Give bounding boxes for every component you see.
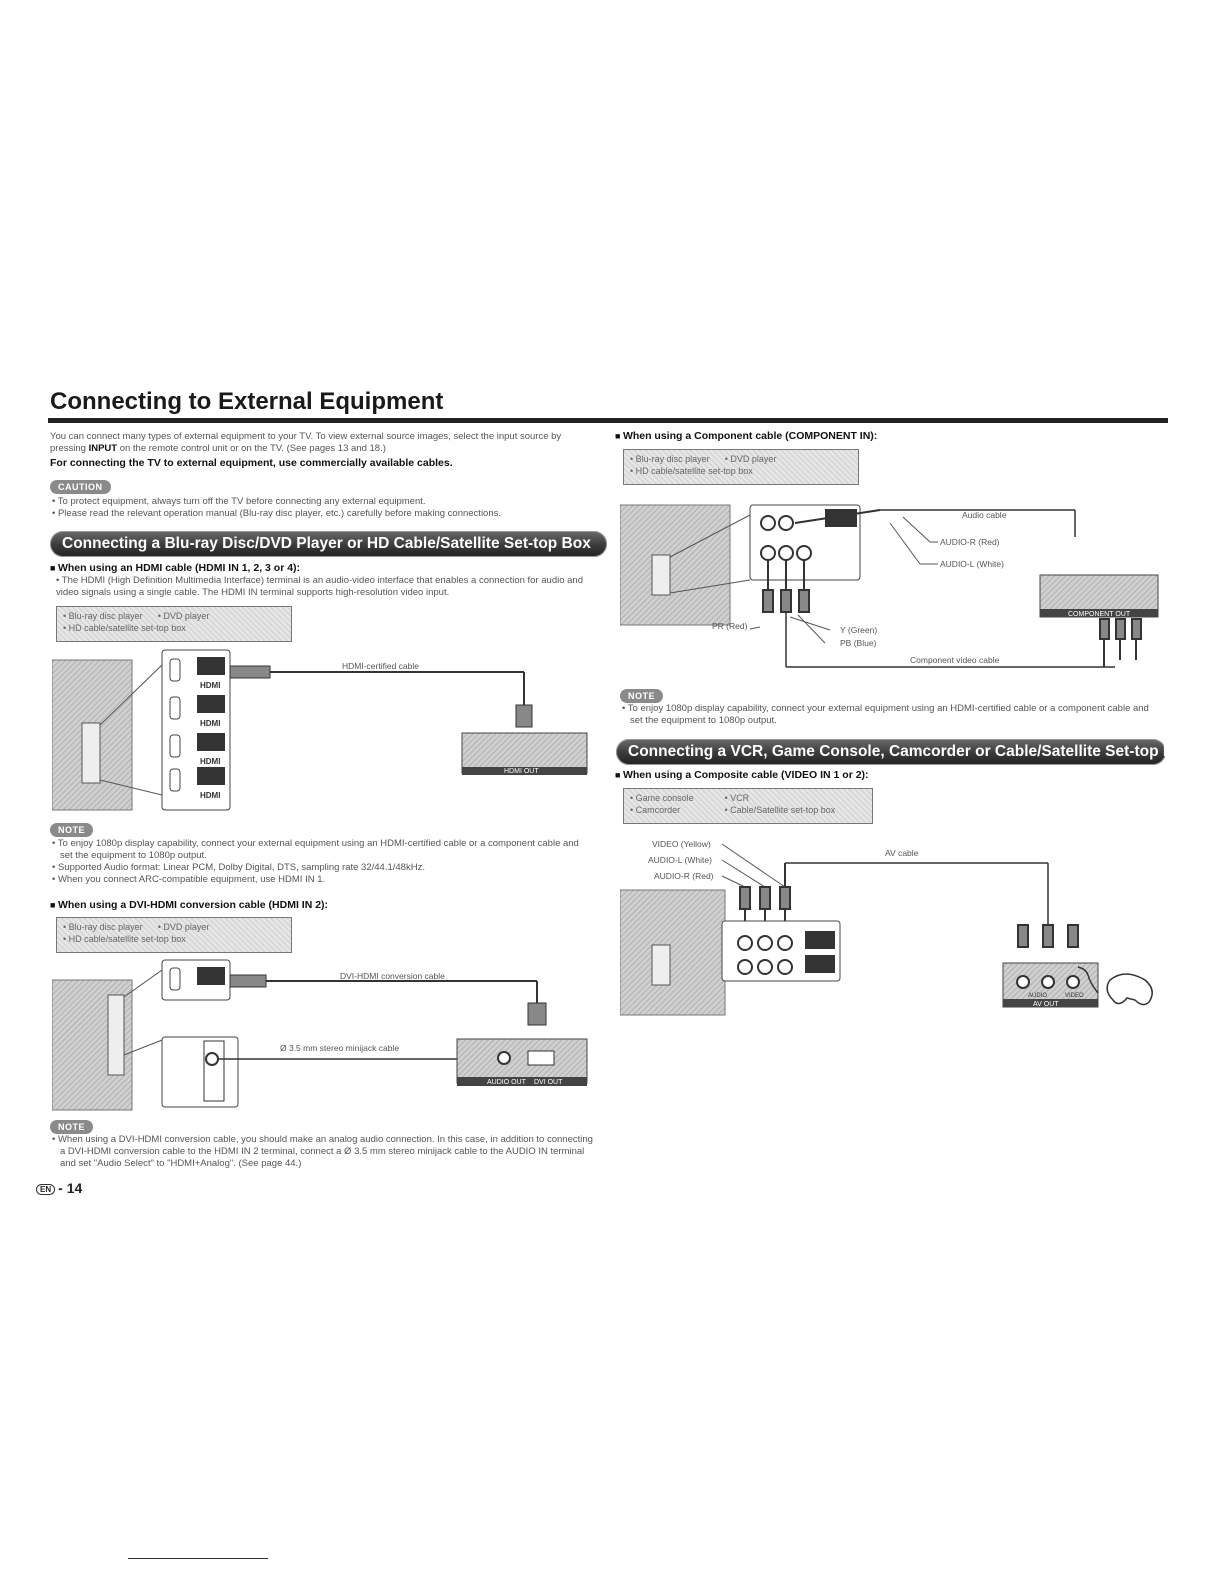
- hdmi-note-label: NOTE: [50, 820, 93, 838]
- pb-label: PB (Blue): [840, 638, 877, 648]
- caution-list: [52, 496, 592, 520]
- component-notes: [622, 703, 1162, 727]
- device-item: • HD cable/satellite set-top box: [63, 934, 186, 944]
- component-diagram: [620, 495, 1170, 675]
- note-item: • To enjoy 1080p display capability, connect your external equipment using an HDMI-certified cable or a component cable and set the equipment to 1080p output.: [622, 703, 1162, 727]
- video-sub-label: VIDEO: [1065, 993, 1084, 999]
- device-item: • Camcorder: [630, 805, 681, 815]
- note-item: • To enjoy 1080p display capability, connect your external equipment using an HDMI-certified cable or a component cable and set the equipment to 1080p output.: [52, 838, 592, 862]
- caution-item: • Please read the relevant operation manual (Blu-ray disc player, etc.) carefully before making connections.: [52, 508, 592, 520]
- intro-bold: For connecting the TV to external equipment, use commercially available cables.: [50, 457, 453, 469]
- footer-rule: [128, 1558, 268, 1559]
- composite-heading: ■ When using a Composite cable (VIDEO IN 1 or 2):: [615, 769, 869, 782]
- composite-diagram: [620, 835, 1170, 1020]
- dvi-device-box: [56, 917, 292, 953]
- device-item: • HD cable/satellite set-top box: [63, 623, 186, 633]
- device-item: • Blu-ray disc player: [630, 454, 710, 464]
- composite-device-box: [623, 788, 873, 824]
- page-title: Connecting to External Equipment: [50, 388, 444, 415]
- video-cable-label: Component video cable: [910, 655, 1000, 665]
- note-item: • When using a DVI-HDMI conversion cable, you should make an analog audio connection. In this case, in addition to connecting a DVI-HDMI conversion cable to the HDMI IN 2 terminal, connect a Ø 3.5 mm stereo minijack cable to the AUDIO IN terminal and set "Audio Select" to "HDMI+Analog". (See page 44.): [52, 1134, 597, 1170]
- audio-in-closeup: [162, 1037, 238, 1107]
- device-item: • DVD player: [157, 611, 210, 621]
- tv-back: [620, 890, 725, 1015]
- svg-text:HDMI: HDMI: [200, 757, 221, 766]
- component-out-label: COMPONENT OUT: [1068, 611, 1131, 618]
- lang-badge: EN: [36, 1184, 55, 1195]
- intro-text: [50, 431, 590, 455]
- hdmi-plug-device: [516, 705, 532, 727]
- component-heading: ■ When using a Component cable (COMPONENT IN):: [615, 430, 877, 443]
- audio-cable-label: Audio cable: [962, 510, 1007, 520]
- audio-r-red-label: AUDIO-R (Red): [654, 871, 714, 881]
- intro-text-a: You can connect many types of external equipment to your TV. To view external source images, select the input source by pressing: [50, 431, 562, 454]
- dvi-plug: [528, 1003, 546, 1025]
- playback-device: [457, 1039, 587, 1083]
- device-item: • Blu-ray disc player: [63, 611, 143, 621]
- audio-r-label: AUDIO-R (Red): [940, 537, 1000, 547]
- hdmi-desc-text: The HDMI (High Definition Multimedia Interface) terminal is an audio-video interface that enables a connection for audio and video signals using a single cable. The HDMI IN terminal supports high-resolution video input.: [56, 575, 583, 598]
- device-item: • DVD player: [157, 922, 210, 932]
- av-cable-label: AV cable: [885, 848, 919, 858]
- hdmi-desc: • The HDMI (High Definition Multimedia Interface) terminal is an audio-video interface that enables a connection for audio and video signals using a single cable. The HDMI IN terminal supports high-resolution video input.: [56, 575, 583, 598]
- dvi-diagram: [52, 955, 597, 1115]
- note-item: • When you connect ARC-compatible equipment, use HDMI IN 1.: [52, 874, 592, 886]
- caution-item: • To protect equipment, always turn off the TV before connecting any external equipment.: [52, 496, 592, 508]
- device-item: • Game console: [630, 793, 694, 803]
- hdmi-out-label: HDMI OUT: [504, 768, 539, 775]
- intro-input-key: INPUT: [88, 443, 118, 454]
- dvi-heading: ■ When using a DVI-HDMI conversion cable (HDMI IN 2):: [50, 899, 328, 912]
- y-label: Y (Green): [840, 625, 878, 635]
- video-yellow-label: VIDEO (Yellow): [652, 839, 711, 849]
- page-number-value: 14: [66, 1180, 83, 1196]
- tv-back: [620, 505, 730, 625]
- hdmi-plug: [230, 975, 266, 987]
- hdmi-cable-label: HDMI-certified cable: [342, 661, 419, 671]
- device-item: • Blu-ray disc player: [63, 922, 143, 932]
- svg-text:HDMI: HDMI: [200, 791, 221, 800]
- svg-text:HDMI: HDMI: [200, 719, 221, 728]
- av-out-label: AV OUT: [1033, 1001, 1059, 1008]
- tv-port-panel: [82, 723, 100, 783]
- caution-label: CAUTION: [50, 477, 111, 495]
- dvi-cable-label: DVI-HDMI conversion cable: [340, 971, 445, 981]
- dvi-out-label: DVI OUT: [534, 1079, 563, 1086]
- hdmi-plug: [230, 666, 270, 678]
- hdmi-notes: [52, 838, 592, 886]
- note-item: • Supported Audio format: Linear PCM, Dolby Digital, DTS, sampling rate 32/44.1/48kHz.: [52, 862, 592, 874]
- audio-l-label: AUDIO-L (White): [940, 559, 1004, 569]
- device-item: • Cable/Satellite set-top box: [724, 805, 836, 815]
- hdmi-diagram: [52, 645, 597, 815]
- dvi-note-label: NOTE: [50, 1117, 93, 1135]
- banner-vcr: Connecting a VCR, Game Console, Camcorder or Cable/Satellite Set-top Box: [616, 739, 1166, 765]
- dvi-notes: [52, 1134, 597, 1170]
- audio-l-white-label: AUDIO-L (White): [648, 855, 712, 865]
- hdmi-heading: ■ When using an HDMI cable (HDMI IN 1, 2, 3 or 4):: [50, 562, 300, 575]
- pr-label: PR (Red): [712, 621, 748, 631]
- audio-sub-label: AUDIO: [1028, 993, 1048, 999]
- audio-out-label: AUDIO OUT: [487, 1079, 526, 1086]
- svg-text:HDMI: HDMI: [200, 681, 221, 690]
- banner-bluray: Connecting a Blu-ray Disc/DVD Player or HD Cable/Satellite Set-top Box: [50, 531, 607, 557]
- device-item: • HD cable/satellite set-top box: [630, 466, 753, 476]
- hdmi-device-box: [56, 606, 292, 642]
- minijack-label: Ø 3.5 mm stereo minijack cable: [280, 1043, 400, 1053]
- page-number: EN - 14: [36, 1180, 82, 1196]
- title-rule: [48, 418, 1168, 423]
- intro-text-c: on the remote control unit or on the TV. (See pages 13 and 18.): [117, 443, 386, 454]
- component-note-label: NOTE: [620, 686, 663, 704]
- device-item: • DVD player: [724, 454, 777, 464]
- device-item: • VCR: [724, 793, 750, 803]
- component-device-box: [623, 449, 859, 485]
